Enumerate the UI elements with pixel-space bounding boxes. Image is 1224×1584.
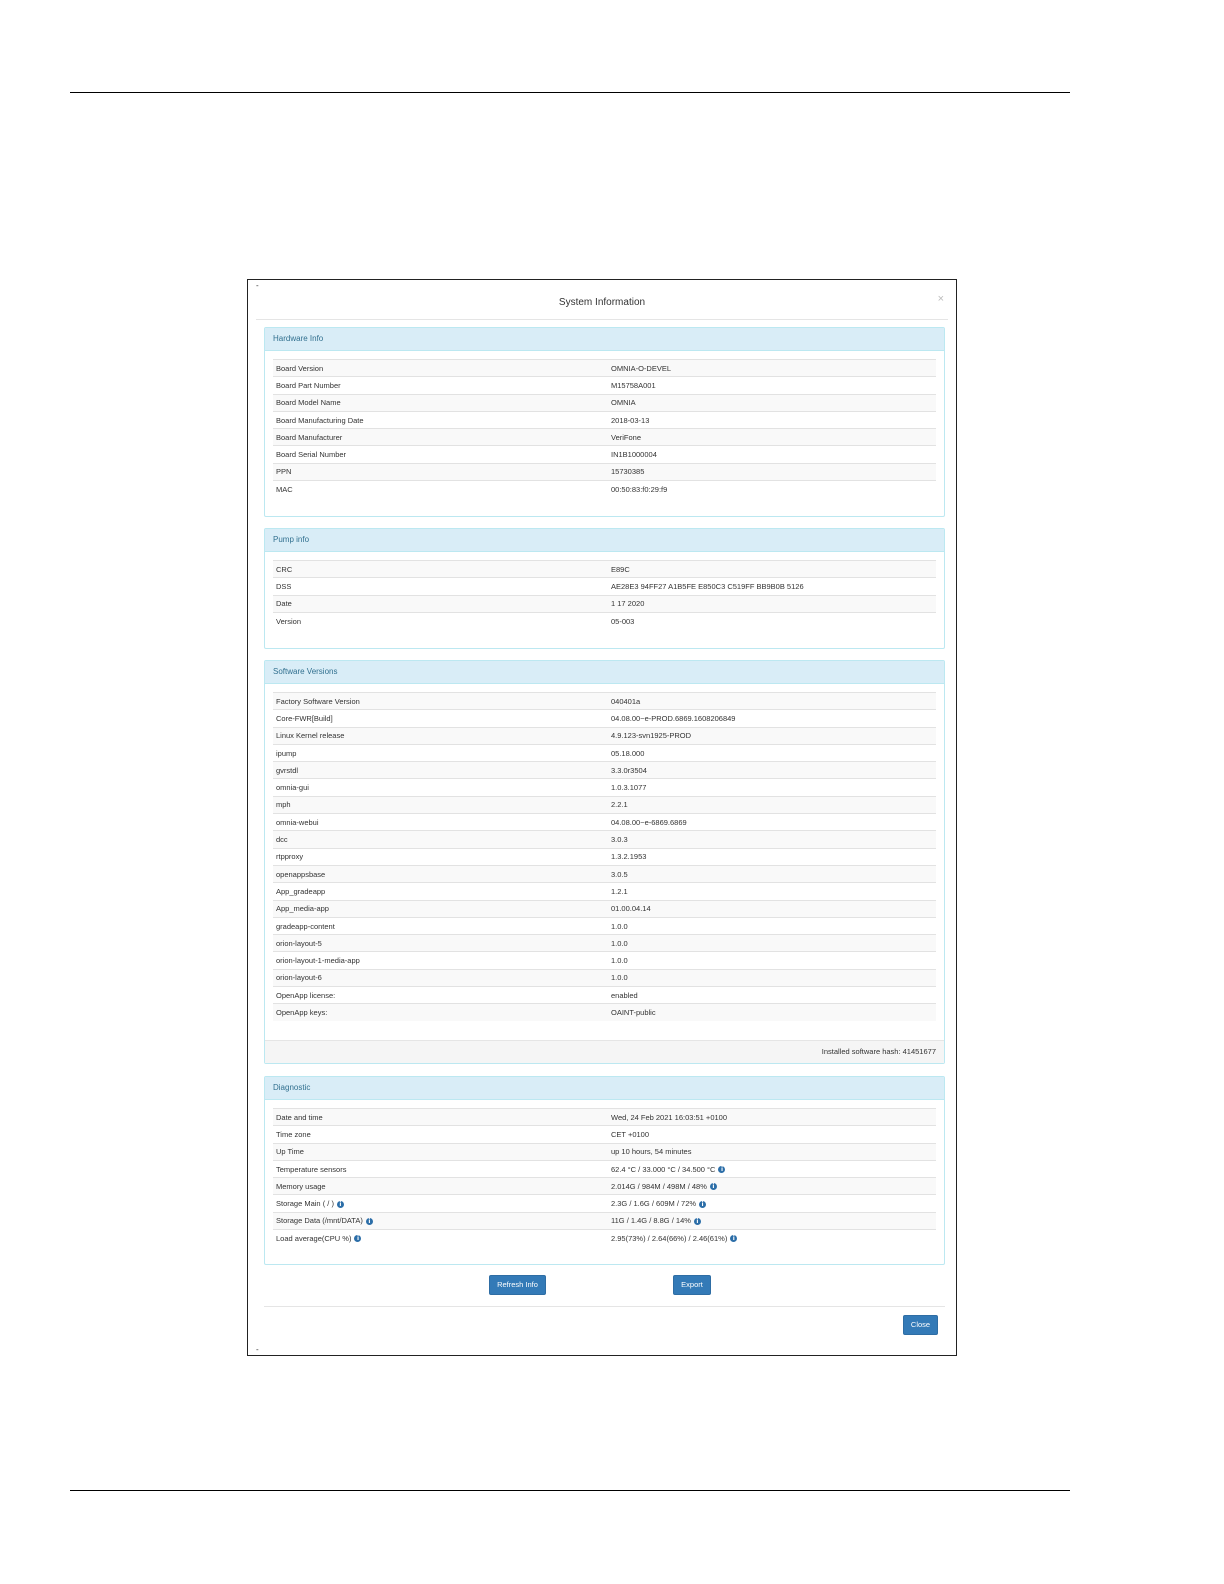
row-label: Date (276, 599, 292, 609)
info-icon[interactable]: i (699, 1201, 706, 1208)
pump-info-panel (264, 528, 945, 649)
row-value: 1.0.3.1077 (611, 783, 647, 793)
row-value: 11G / 1.4G / 8.8G / 14% (611, 1216, 691, 1226)
row-value: 1.3.2.1953 (611, 852, 647, 862)
row-label: omnia-webui (276, 817, 319, 827)
hardware-info-heading: Hardware Info (265, 328, 944, 351)
table-row (273, 595, 936, 612)
modal-header (256, 280, 948, 320)
row-label: mph (276, 800, 291, 810)
row-value: 2018-03-13 (611, 415, 650, 425)
info-icon[interactable]: i (718, 1166, 725, 1173)
row-label: orion-layout-5 (276, 938, 322, 948)
table-row (273, 848, 936, 865)
table-row (273, 463, 936, 480)
table-row (273, 744, 936, 761)
table-row (273, 578, 936, 595)
row-label: OpenApp license: (276, 990, 336, 1000)
row-value: 15730385 (611, 467, 645, 477)
table-row (273, 865, 936, 882)
row-label: Version (276, 616, 302, 626)
row-value: 2.2.1 (611, 800, 628, 810)
close-icon[interactable]: × (937, 293, 944, 305)
pump-info-table (273, 560, 936, 629)
row-label: Board Serial Number (276, 450, 347, 460)
row-value: 01.00.04.14 (611, 904, 651, 914)
table-row (273, 693, 936, 710)
row-label: Board Model Name (276, 398, 341, 408)
row-value: 3.3.0r3504 (611, 765, 647, 775)
row-label: Board Version (276, 363, 324, 373)
row-value: OMNIA (611, 398, 636, 408)
row-value: 040401a (611, 696, 641, 706)
hardware-info-table (273, 359, 936, 497)
modal-title: System Information (558, 297, 646, 308)
table-row (273, 1178, 936, 1195)
row-value: 05-003 (611, 616, 635, 626)
table-row (273, 481, 936, 498)
table-row (273, 411, 936, 428)
info-icon[interactable]: i (730, 1235, 737, 1242)
row-label: ipump (276, 748, 297, 758)
row-label: Core-FWR[Build] (276, 713, 333, 723)
table-row (273, 360, 936, 377)
table-row (273, 1195, 936, 1212)
row-label: Load average(CPU %) (276, 1233, 352, 1243)
row-value: 05.18.000 (611, 748, 645, 758)
row-label: PPN (276, 467, 292, 477)
row-value: 1.0.0 (611, 956, 628, 966)
row-value: 2.3G / 1.6G / 609M / 72% (611, 1199, 697, 1209)
row-value: M15758A001 (611, 380, 656, 390)
table-row (273, 1230, 936, 1247)
row-value: 1 17 2020 (611, 599, 645, 609)
row-label: Board Part Number (276, 380, 341, 390)
row-label: gradeapp-content (276, 921, 335, 931)
page-bottom-rule (70, 1490, 1070, 1491)
row-label: Linux Kernel release (276, 731, 345, 741)
row-value: E89C (611, 564, 630, 574)
table-row (273, 727, 936, 744)
software-versions-panel (264, 660, 945, 1064)
row-value: IN1B1000004 (611, 450, 657, 460)
row-label: Date and time (276, 1112, 323, 1122)
row-value: 00:50:83:f0:29:f9 (611, 484, 668, 494)
diagnostic-panel (264, 1076, 945, 1265)
row-label: CRC (276, 564, 293, 574)
row-label: orion-layout-1-media-app (276, 956, 360, 966)
row-label: orion-layout-6 (276, 973, 322, 983)
row-label: Storage Data (/mnt/DATA) (276, 1216, 363, 1226)
table-row (273, 1160, 936, 1177)
table-row (273, 952, 936, 969)
row-value: 04.08.00~e-PROD.6869.1608206849 (611, 713, 736, 723)
refresh-info-button[interactable]: Refresh Info (489, 1275, 546, 1295)
corner-mark: - (256, 1345, 259, 1354)
row-label: App_gradeapp (276, 886, 326, 896)
row-label: Board Manufacturer (276, 432, 343, 442)
row-value: VeriFone (611, 432, 642, 442)
row-value: 1.0.0 (611, 921, 628, 931)
table-row (273, 612, 936, 629)
row-value: OMNIA-O-DEVEL (611, 363, 672, 373)
row-value: OAINT-public (611, 1007, 656, 1017)
row-value: 3.0.5 (611, 869, 628, 879)
row-label: Board Manufacturing Date (276, 415, 364, 425)
row-value: AE28E3 94FF27 A1B5FE E850C3 C519FF BB9B0B 5126 (611, 581, 804, 591)
table-row (273, 987, 936, 1004)
table-row (273, 1109, 936, 1126)
export-button[interactable]: Export (673, 1275, 711, 1295)
diagnostic-table (273, 1108, 936, 1246)
corner-mark: - (256, 281, 259, 290)
info-icon[interactable]: i (710, 1183, 717, 1190)
row-value: 04.08.00~e-6869.6869 (611, 817, 687, 827)
info-icon[interactable]: i (694, 1218, 701, 1225)
page-top-rule (70, 92, 1070, 93)
row-label: gvrstdl (276, 765, 299, 775)
table-row (273, 814, 936, 831)
modal-footer-divider (264, 1306, 945, 1307)
table-row (273, 883, 936, 900)
diagnostic-heading: Diagnostic (265, 1077, 944, 1100)
table-row (273, 1126, 936, 1143)
table-row (273, 561, 936, 578)
table-row (273, 900, 936, 917)
table-row (273, 394, 936, 411)
row-label: MAC (276, 484, 293, 494)
software-versions-heading: Software Versions (265, 661, 944, 684)
table-row (273, 762, 936, 779)
row-value: Wed, 24 Feb 2021 16:03:51 +0100 (611, 1112, 727, 1122)
row-label: DSS (276, 581, 292, 591)
info-icon[interactable]: i (366, 1218, 373, 1225)
row-value: 1.2.1 (611, 886, 628, 896)
row-label: Time zone (276, 1129, 311, 1139)
close-button[interactable]: Close (903, 1315, 938, 1335)
row-label: Temperature sensors (276, 1164, 347, 1174)
table-row (273, 1004, 936, 1021)
table-row (273, 779, 936, 796)
row-label: OpenApp keys: (276, 1007, 328, 1017)
row-label: Up Time (276, 1147, 304, 1157)
row-value: 4.9.123-svn1925-PROD (611, 731, 692, 741)
table-row (273, 1143, 936, 1160)
row-label: openappsbase (276, 869, 326, 879)
row-label: App_media-app (276, 904, 329, 914)
table-row (273, 446, 936, 463)
table-row (273, 1212, 936, 1229)
row-label: omnia-gui (276, 783, 309, 793)
row-label: Storage Main ( / ) (276, 1199, 334, 1209)
row-value: 62.4 °C / 33.000 °C / 34.500 °C (611, 1164, 716, 1174)
pump-info-heading: Pump info (265, 529, 944, 552)
installed-software-hash: Installed software hash: 41451677 (265, 1040, 944, 1063)
row-label: Memory usage (276, 1181, 326, 1191)
info-icon[interactable]: i (337, 1201, 344, 1208)
row-value: 2.95(73%) / 2.64(66%) / 2.46(61%) (611, 1233, 728, 1243)
row-value: 1.0.0 (611, 973, 628, 983)
table-row (273, 917, 936, 934)
table-row (273, 969, 936, 986)
row-value: CET +0100 (611, 1129, 650, 1139)
row-value: enabled (611, 990, 638, 1000)
table-row (273, 377, 936, 394)
hardware-info-panel (264, 327, 945, 517)
row-value: 2.014G / 984M / 498M / 48% (611, 1181, 707, 1191)
row-label: rtpproxy (276, 852, 304, 862)
row-value: up 10 hours, 54 minutes (611, 1147, 692, 1157)
row-label: Factory Software Version (276, 696, 360, 706)
row-value: 1.0.0 (611, 938, 628, 948)
info-icon[interactable]: i (354, 1235, 361, 1242)
row-value: 3.0.3 (611, 835, 628, 845)
system-information-modal (247, 279, 957, 1356)
row-label: dcc (276, 835, 288, 845)
table-row (273, 429, 936, 446)
software-versions-table (273, 692, 936, 1021)
table-row (273, 796, 936, 813)
table-row (273, 710, 936, 727)
table-row (273, 935, 936, 952)
table-row (273, 831, 936, 848)
